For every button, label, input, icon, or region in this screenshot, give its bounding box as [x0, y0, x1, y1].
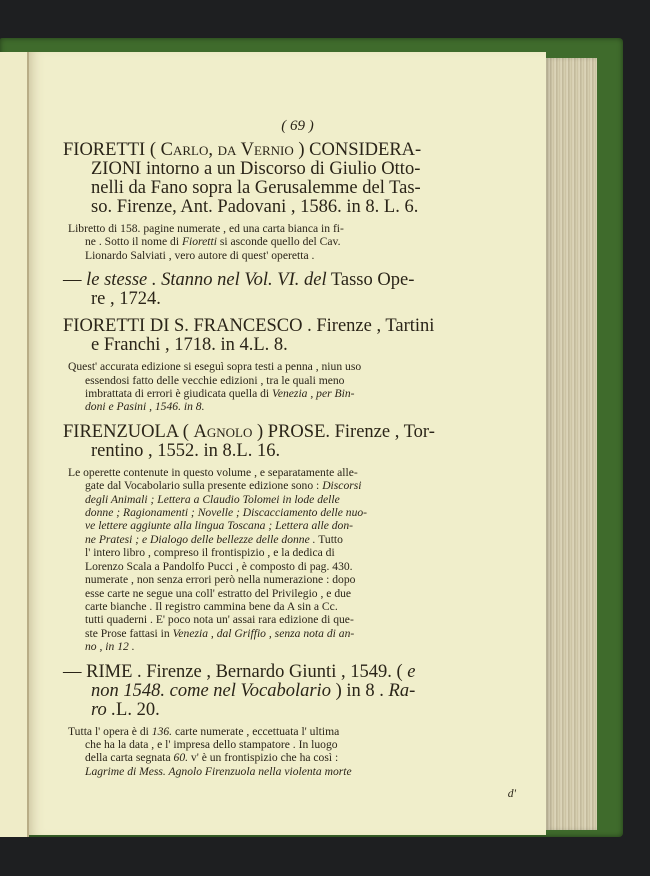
catalog-entry: [63, 663, 532, 801]
line-content: [85, 640, 135, 653]
line-content: [91, 178, 421, 198]
text-line: [63, 587, 532, 600]
left-page-edge: [0, 52, 29, 837]
roman-text: ) CONSIDERA-: [293, 140, 422, 160]
text-line: [63, 765, 532, 778]
text-line: [63, 493, 532, 506]
roman-text: Lionardo Salviati , vero autore di quest' operetta .: [85, 248, 315, 262]
line-content: [85, 519, 353, 532]
line-content: [85, 387, 354, 400]
text-line: [63, 663, 532, 682]
italic-text: e: [407, 661, 416, 682]
catalog-entry: [63, 423, 532, 654]
line-content: [85, 600, 338, 613]
line-content: [85, 627, 354, 640]
roman-text: —: [63, 661, 87, 682]
line-content: [91, 700, 116, 720]
text-line: [63, 179, 532, 198]
entry-note: [63, 725, 532, 779]
line-content: [85, 533, 343, 546]
line-content: [85, 765, 352, 778]
italic-text: ve lettere aggiunte alla lingua Toscana ; Lettera alle don-: [85, 519, 354, 533]
roman-text: Quest' accurata edizione si eseguì sopra testi a penna , niun uso: [68, 360, 362, 374]
text-line: [63, 271, 532, 290]
line-content: [68, 222, 344, 235]
catalog-entry: [63, 317, 532, 414]
roman-text: ste Prose fattasi in: [85, 626, 173, 640]
italic-text: ne Pratesi ; e Dialogo delle bellezze delle donne .: [85, 532, 316, 546]
line-content: [63, 316, 434, 336]
text-line: [63, 640, 532, 653]
roman-text: so. Firenze, Ant. Padovani , 1586. in 8. L. 6.: [91, 197, 419, 217]
line-content: [63, 662, 415, 682]
entry-heading: [63, 271, 532, 309]
italic-text: 136.: [151, 724, 173, 738]
entry-note: [63, 360, 532, 414]
roman-text: rentino , 1552. in 8.: [91, 440, 237, 461]
line-content: [85, 573, 355, 586]
roman-text: FIORETTI (: [63, 140, 161, 160]
text-line: [63, 751, 532, 764]
line-content: [91, 681, 415, 701]
roman-text: imbrattata di errori è giudicata quella di: [85, 387, 273, 401]
line-content: [85, 738, 338, 751]
italic-text: non 1548. come nel Vocabolario: [91, 680, 331, 701]
line-content: [91, 289, 161, 309]
text-line: [63, 198, 532, 217]
line-content: [63, 140, 421, 160]
entry-heading: [63, 423, 532, 461]
entry-heading: [63, 141, 532, 217]
price: L. 20.: [116, 699, 160, 720]
roman-text: si asconde quello del Cav.: [216, 235, 341, 249]
italic-text: Venezia , per Bin-: [272, 387, 355, 401]
line-content: [85, 751, 338, 764]
text-line: [63, 466, 532, 479]
page-number: ( 69 ): [281, 118, 314, 134]
small-caps-text: Carlo, da Vernio: [160, 140, 294, 160]
text-line: [63, 627, 532, 640]
line-content: [85, 493, 340, 506]
text-line: [63, 374, 532, 387]
text-line: [63, 235, 532, 248]
italic-text: no , in 12 .: [85, 640, 135, 654]
roman-text: Libretto di 158. pagine numerate , ed una carta bianca in fi-: [68, 222, 344, 235]
text-line: [63, 546, 532, 559]
line-content: [85, 374, 344, 387]
text-line: [63, 725, 532, 738]
italic-text: donne ; Ragionamenti ; Novelle ; Discacciamento delle nuo-: [85, 506, 368, 520]
line-content: [68, 725, 339, 738]
roman-text: RIME . Firenze , Bernardo Giunti , 1549. (: [86, 661, 408, 682]
text-line: [63, 573, 532, 586]
roman-text: gate dal Vocabolario sulla presente edizione sono :: [85, 479, 323, 493]
roman-text: essendosi fatto delle vecchie edizioni , tra le quali meno: [85, 373, 345, 387]
text-line: [63, 400, 532, 413]
entry-heading: [63, 663, 532, 720]
line-content: [85, 587, 351, 600]
line-content: [85, 479, 361, 492]
entries-list: [63, 141, 532, 800]
roman-text: Lorenzo Scala a Pandolfo Pucci , è composto di pag. 430.: [85, 559, 353, 573]
roman-text: Tasso Ope-: [326, 270, 415, 291]
italic-text: 60.: [173, 751, 189, 765]
italic-text: Discorsi: [322, 479, 362, 493]
page-text: [63, 118, 532, 800]
line-content: [68, 466, 358, 479]
text-line: [63, 160, 532, 179]
catalog-entry: [63, 141, 532, 262]
roman-text: FIRENZUOLA (: [63, 421, 194, 442]
line-content: [91, 159, 420, 179]
roman-text: re , 1724.: [91, 289, 161, 310]
roman-text: carte bianche . Il registro cammina bene da A sin a Cc.: [85, 599, 338, 613]
entry-note: [63, 222, 532, 262]
roman-text: —: [63, 270, 87, 291]
price: L. 16.: [236, 440, 281, 461]
small-caps-text: Agnolo: [193, 421, 253, 442]
roman-text: Tutto: [315, 532, 343, 546]
text-line: [63, 682, 532, 701]
text-line: [63, 479, 532, 492]
line-content: [91, 335, 253, 355]
line-content: [85, 613, 354, 626]
line-content: [85, 546, 335, 559]
text-line: [63, 290, 532, 309]
roman-text: Tutta l' opera è di: [68, 724, 152, 738]
text-line: [63, 560, 532, 573]
roman-text: nelli da Fano sopra la Gerusalemme del Tas-: [91, 178, 421, 198]
line-content: [68, 360, 361, 373]
italic-text: degli Animali ; Lettera a Claudio Tolomei in lode delle: [85, 492, 340, 506]
roman-text: v' è un frontispizio che ha così :: [188, 751, 339, 765]
roman-text: numerate , non senza errori però nella numerazione : dopo: [85, 573, 356, 587]
price: L. 8.: [253, 335, 288, 356]
roman-text: ) in 8 .: [330, 680, 389, 701]
catchword: d': [507, 787, 516, 801]
italic-text: Lagrime di Mess. Agnolo Firenzuola nella violenta morte: [85, 764, 352, 778]
text-line: [63, 336, 532, 355]
roman-text: tutti quaderni . E' poco nota un' assai rara edizione di que-: [85, 613, 354, 627]
roman-text: Le operette contenute in questo volume , e separatamente alle-: [68, 465, 358, 479]
text-line: [63, 506, 532, 519]
italic-text: Venezia , dal Griffio , senza nota di an-: [172, 626, 355, 640]
catalog-entry: [63, 271, 532, 309]
roman-text: e Franchi , 1718. in 4.: [91, 335, 254, 356]
line-content: [91, 441, 236, 461]
text-line: [63, 317, 532, 336]
roman-text: FIORETTI DI S. FRANCESCO . Firenze , Tartini: [63, 316, 435, 337]
italic-text: le stesse . Stanno nel Vol. VI. del: [86, 270, 327, 291]
roman-text: ZIONI intorno a un Discorso di Giulio Otto-: [91, 159, 421, 179]
line-content: [85, 560, 353, 573]
text-line: [63, 249, 532, 262]
italic-text: Fioretti: [181, 235, 217, 249]
line-content: [63, 270, 414, 290]
line-content: [63, 422, 435, 442]
text-line: [63, 738, 532, 751]
roman-text: ) PROSE. Firenze , Tor-: [252, 421, 435, 442]
italic-text: Ra-: [388, 680, 416, 701]
text-line: [63, 519, 532, 532]
roman-text: che ha la data , e l' impresa dello stampatore . In luogo: [85, 737, 338, 751]
text-line: [63, 222, 532, 235]
text-line: [63, 613, 532, 626]
entry-note: [63, 466, 532, 654]
text-line: [63, 423, 532, 442]
line-content: [85, 235, 340, 248]
entry-heading: [63, 317, 532, 355]
text-line: [63, 360, 532, 373]
roman-text: ne . Sotto il nome di: [85, 235, 182, 249]
line-content: [85, 400, 204, 413]
roman-text: l' intero libro , compreso il frontispizio , e la dedica di: [85, 546, 335, 560]
roman-text: della carta segnata: [85, 751, 174, 765]
text-line: [63, 141, 532, 160]
italic-text: doni e Pasini , 1546. in 8.: [85, 400, 205, 414]
text-line: [63, 533, 532, 546]
text-line: [63, 442, 532, 461]
italic-text: ro .: [91, 699, 117, 720]
text-line: [63, 600, 532, 613]
roman-text: esse carte ne segue una coll' estratto del Privilegio , e due: [85, 586, 352, 600]
page-fore-edge: [546, 58, 597, 830]
text-line: [63, 387, 532, 400]
roman-text: carte numerate , eccettuata l' ultima: [172, 724, 340, 738]
text-line: [63, 701, 532, 720]
line-content: [85, 249, 314, 262]
line-content: [85, 506, 367, 519]
line-content: [91, 197, 418, 217]
